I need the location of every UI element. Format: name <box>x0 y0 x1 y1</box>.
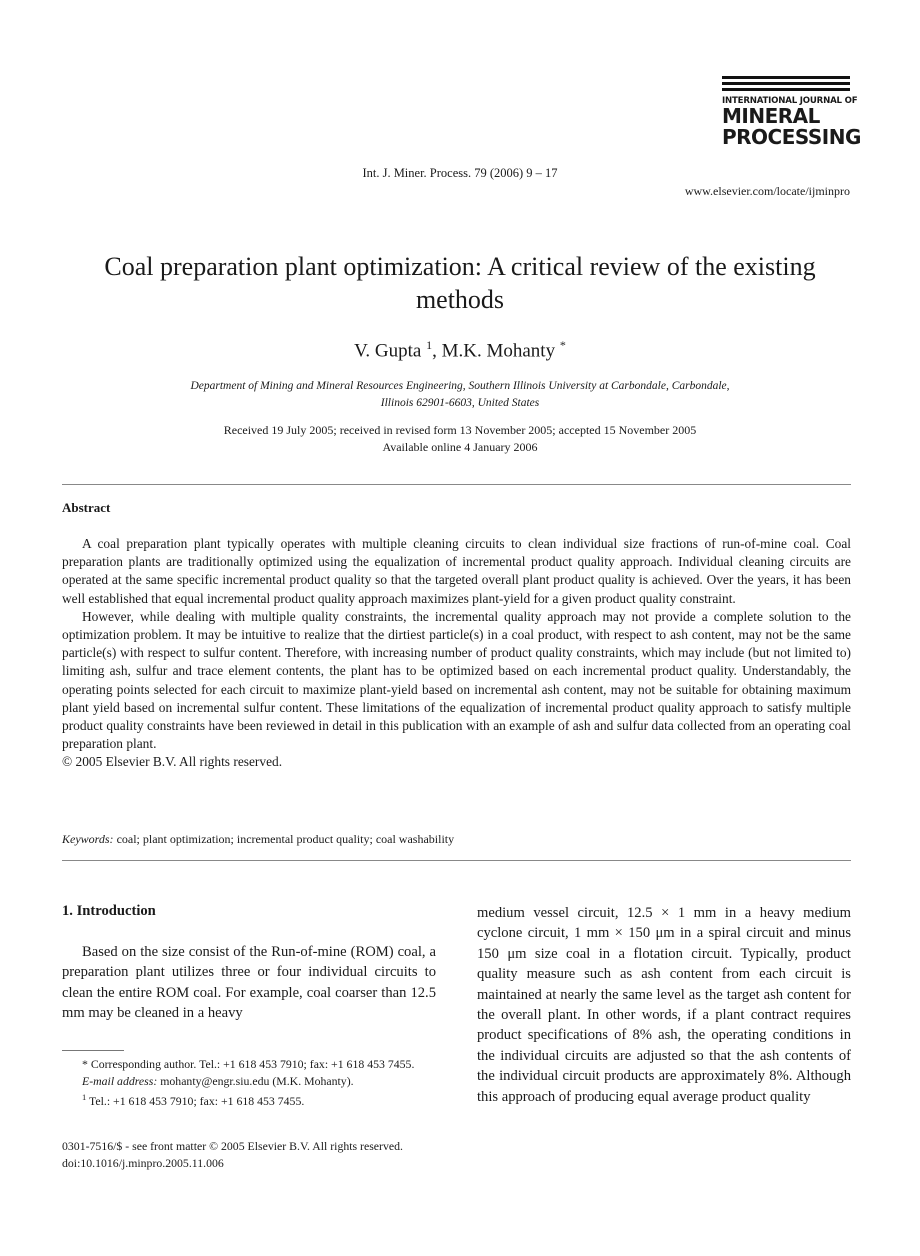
keywords-text: coal; plant optimization; incremental product quality; coal washability <box>113 832 455 846</box>
article-title: Coal preparation plant optimization: A critical review of the existing methods <box>104 252 816 314</box>
footnote-1 <box>62 1089 436 1109</box>
corresponding-author-mark[interactable]: * <box>559 338 566 352</box>
abstract-paragraph: However, while dealing with multiple quality constraints, the incremental quality approach may not provide a complete solution to the optimization problem. It may be intuitive to realize that the dirtiest particle(s) in a coal product, with respect to ash content, may not be the same particle(s) with respect to sulfur content. Therefore, with increasing number of product quality constraints, which may include (but not limited to) limiting ash, sulfur and trace element contents, the plant has to be optimized based on each incremental product quality. Understandably, the operating points selected for each circuit to maximize plant-yield based on incremental ash content, may not be suitable for obtaining maximum plant yield based on incremental sulfur content. These limitations of the equalization of incremental product quality approach to satisfy multiple product quality constraints have been reviewed in detail in this publication with an example of ash and sulfur data collected from an operating coal preparation plant. <box>62 608 851 752</box>
logo-bar <box>722 76 850 79</box>
logo-text-line2: MINERAL <box>722 104 820 128</box>
body-paragraph: medium vessel circuit, 12.5 × 1 mm in a heavy medium cyclone circuit, 1 mm × 150 μm in a spiral circuit and minus 150 μm size coal in a flotation circuit. Typically, product quality measure such as ash content from each circuit is maintained at nearly the same level as the target ash content for the overall plant. In other words, if a plant contract requires product specifications of 8% ash, the operating conditions in the individual circuits are adjusted so that the ash contents of the individual circuit products are approximately 8%. Although this approach of producing equal average product quality <box>477 905 851 1105</box>
author-name: V. Gupta <box>354 340 422 362</box>
publication-meta <box>62 1138 403 1171</box>
section-heading: 1. Introduction <box>62 903 156 919</box>
footnote-text: Tel.: +1 618 453 7910; fax: +1 618 453 7455. <box>86 1093 305 1108</box>
email-link[interactable]: mohanty@engr.siu.edu (M.K. Mohanty). <box>157 1073 354 1088</box>
footnotes <box>62 1056 436 1109</box>
footnote-divider <box>62 1050 124 1051</box>
keywords-label: Keywords: <box>62 832 114 846</box>
logo-bar <box>722 82 850 85</box>
author-list <box>0 338 920 362</box>
logo-text-line3: PROCESSING <box>722 125 861 149</box>
issn-line: 0301-7516/$ - see front matter © 2005 Elsevier B.V. All rights reserved. <box>62 1139 403 1153</box>
divider <box>62 484 851 485</box>
email-label: E-mail address: <box>82 1073 158 1088</box>
received-dates: Received 19 July 2005; received in revised form 13 November 2005; accepted 15 November 2005 <box>223 423 697 437</box>
divider <box>62 860 851 861</box>
logo-text-line1: INTERNATIONAL JOURNAL OF <box>722 96 858 106</box>
keywords <box>62 832 454 847</box>
affiliation-line: Department of Mining and Mineral Resources Engineering, Southern Illinois University at Carbondale, Carbondale, <box>190 380 730 392</box>
author-name: M.K. Mohanty <box>441 340 556 362</box>
logo-bar <box>722 88 850 91</box>
abstract-heading: Abstract <box>62 500 111 515</box>
author-separator: , <box>432 340 442 362</box>
doi-link[interactable]: doi:10.1016/j.minpro.2005.11.006 <box>62 1155 224 1170</box>
affiliation-line: Illinois 62901-6603, United States <box>380 397 540 409</box>
journal-citation: Int. J. Miner. Process. 79 (2006) 9 – 17 <box>362 166 558 180</box>
body-paragraph: Based on the size consist of the Run-of-mine (ROM) coal, a preparation plant utilizes three or four individual circuits to clean the entire ROM coal. For example, coal coarser than 12.5 mm may be cleaned in a heavy <box>62 944 436 1022</box>
footnote-corresponding: * Corresponding author. Tel.: +1 618 453 7910; fax: +1 618 453 7455. <box>82 1057 415 1071</box>
journal-url-link[interactable]: www.elsevier.com/locate/ijminpro <box>684 184 850 198</box>
available-online: Available online 4 January 2006 <box>382 440 538 454</box>
article-history <box>0 422 920 456</box>
abstract-body <box>62 535 851 772</box>
copyright-line: © 2005 Elsevier B.V. All rights reserved. <box>62 754 283 770</box>
footnote-email <box>62 1073 436 1090</box>
affiliation <box>120 378 800 412</box>
author-footnote-mark[interactable]: 1 <box>426 338 433 352</box>
footnote-mark: 1 <box>82 1092 87 1102</box>
abstract-paragraph: A coal preparation plant typically operates with multiple cleaning circuits to clean individual size fractions of run-of-mine coal. Coal preparation plants are traditionally optimized using the equalization of incremental product quality approach. Individual cleaning circuits are operated at the same specific incremental product quality so that the targeted overall plant product quality is achieved. Over the years, it has been well established that equal incremental product quality approach maximizes plant-yield for a given product quality constraint. <box>62 536 851 606</box>
journal-logo <box>722 76 861 149</box>
